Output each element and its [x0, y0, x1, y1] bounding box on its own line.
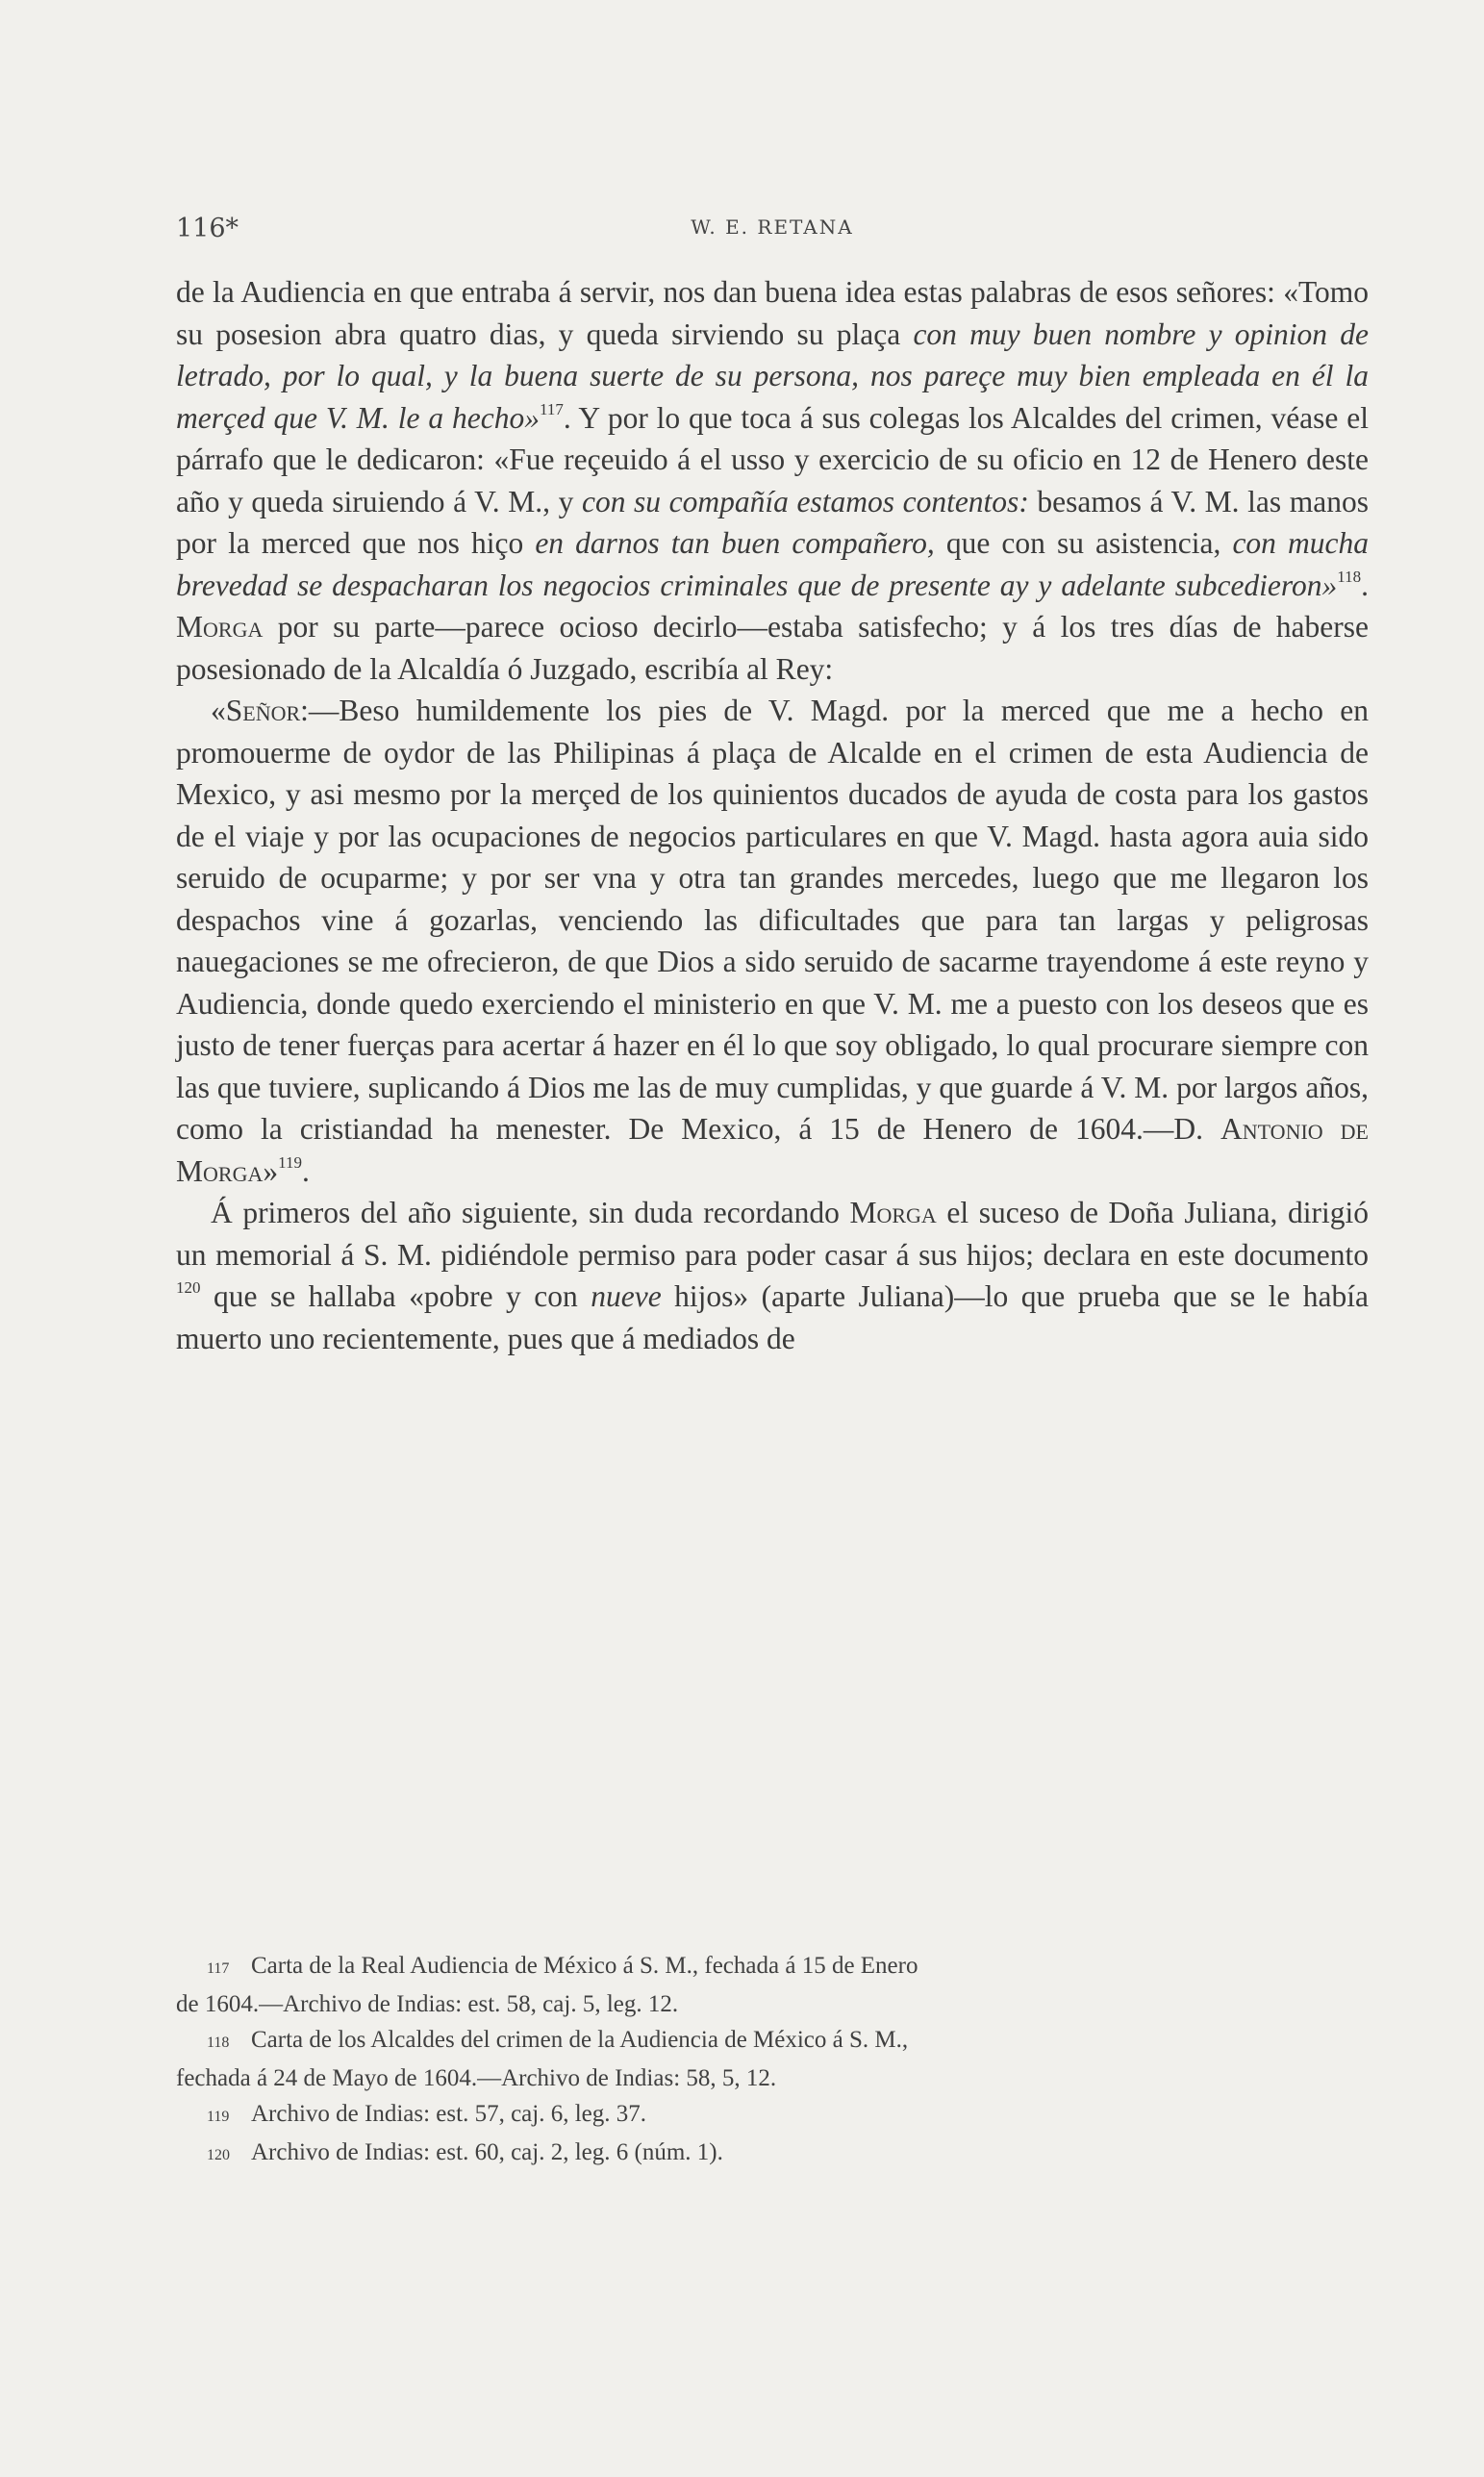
text-run: de la Audiencia en que entraba á servir, nos dan buena idea estas palabras de esos señores: «Tomo su posesion abra quatro dias, y queda sirviendo su plaça: [176, 275, 1369, 351]
footnote-number: 120: [207, 2147, 230, 2163]
footnote-number: 119: [207, 2109, 230, 2125]
footnote-text: Carta de la Real Audiencia de México á S. M., fechada á 15 de Enero: [251, 1953, 918, 1979]
paragraph-2-letter: [176, 690, 1369, 1192]
small-caps-name: Morga: [176, 610, 264, 644]
footnote-120: [207, 2135, 1369, 2173]
paragraph-3: [176, 1192, 1369, 1359]
italic-quote: en darnos tan buen compañero,: [535, 526, 935, 560]
footnote-text: Archivo de Indias: est. 60, caj. 2, leg. 6 (núm. 1).: [251, 2139, 723, 2165]
text-run: :—Beso humildemente los pies de V. Magd. por la merced que me a hecho en promouerme de oydor de las Philipinas á plaça de Alcalde en el crimen de esta Audiencia de Mexico, y asi mesmo por la merçed de los quinientos ducados de ayuda de costa para los gastos de el viaje y por las ocupaciones de negocios particulares en que V. Magd. hasta agora auia sido seruido de ocuparme; y por ser vna y otra tan grandes mercedes, luego que me llegaron los despachos vine á gozarlas, venciendo las dificultades que para tan largas y peligrosas nauegaciones se me ofrecieron, de que Dios a sido seruido de sacarme trayendome á este reyno y Audiencia, donde quedo exerciendo el ministerio en que V. M. me a puesto con los deseos que es justo de tener fuerças para acertar á hazer en él lo que soy obligado, lo qual procurare siempre con las que tuviere, suplicando á Dios me las de muy cumplidas, y que guarde á V. M. por largos años, como la cristiandad ha menester. De Mexico, á 15 de Henero de 1604.—D.: [176, 694, 1369, 1146]
text-run: Á primeros del año siguiente, sin duda recordando: [211, 1196, 850, 1229]
text-run: »: [263, 1153, 279, 1188]
running-head: W. E. RETANA: [691, 215, 854, 239]
text-run: hijos» (aparte Juliana)—lo que prueba que se le había muerto uno recientemente, pues que á mediados de: [176, 1279, 1369, 1355]
text-run: besamos á V. M. las manos por la merced que nos hiço: [176, 484, 1369, 560]
footnote-ref-119: 119: [278, 1152, 302, 1172]
footnote-ref-120: 120: [176, 1278, 201, 1297]
page-number: 116*: [176, 214, 239, 243]
body-text: [176, 271, 1369, 1359]
footnote-119: [207, 2096, 1369, 2135]
footnote-text: Archivo de Indias: est. 57, caj. 6, leg. 37.: [251, 2101, 647, 2127]
footnote-117: [207, 1948, 1369, 1986]
footnote-number: 118: [207, 2035, 230, 2051]
small-caps-salutation: Señor: [225, 694, 301, 727]
text-run: que se hallaba «pobre y con: [200, 1279, 591, 1313]
text-run: .: [1361, 568, 1369, 602]
footnote-ref-118: 118: [1337, 567, 1362, 586]
footnote-text: Carta de los Alcaldes del crimen de la Audiencia de México á S. M.,: [251, 2027, 909, 2053]
text-run: «: [211, 694, 226, 727]
footnote-number: 117: [207, 1960, 230, 1977]
text-run: que con su asistencia,: [934, 526, 1233, 560]
page-header: [176, 214, 1369, 252]
footnote-118-cont: fechada á 24 de Mayo de 1604.—Archivo de Indias: 58, 5, 12.: [176, 2065, 777, 2091]
small-caps-name: Morga: [849, 1196, 937, 1229]
italic-quote: con muy buen nombre y opinion de letrado, por lo qual, y la buena suerte de su persona, nos pareçe muy bien empleada en él la merçed que V. M. le a hecho»: [176, 316, 1370, 435]
footnote-118: [207, 2022, 1369, 2060]
italic-word: nueve: [591, 1279, 662, 1313]
text-run: .: [301, 1153, 310, 1188]
footnotes: [176, 1948, 1369, 2173]
text-run: por su parte—parece ocioso decirlo—estaba satisfecho; y á los tres días de haberse posesionado de la Alcaldía ó Juzgado, escribía al Rey:: [176, 610, 1369, 686]
text-run: . Y por lo que toca á sus colegas los Alcaldes del crimen, véase el párrafo que le dedicaron: «Fue reçeuido á el usso y exercicio de su oficio en 12 de Henero deste año y queda siruiendo á V. M., y: [176, 400, 1369, 518]
italic-quote: con mucha brevedad se despacharan los negocios criminales que de presente ay y adelante subcedieron»: [176, 526, 1369, 602]
paragraph-1: [176, 271, 1369, 690]
text-run: el suceso de Doña Juliana, dirigió un memorial á S. M. pidiéndole permiso para poder casar á sus hijos; declara en este documento: [176, 1196, 1369, 1272]
small-caps-signature: Antonio de Morga: [176, 1112, 1369, 1188]
footnote-117-cont: de 1604.—Archivo de Indias: est. 58, caj. 5, leg. 12.: [176, 1991, 679, 2017]
italic-quote: con su compañía estamos contentos:: [581, 484, 1029, 518]
footnote-ref-117: 117: [539, 399, 564, 418]
